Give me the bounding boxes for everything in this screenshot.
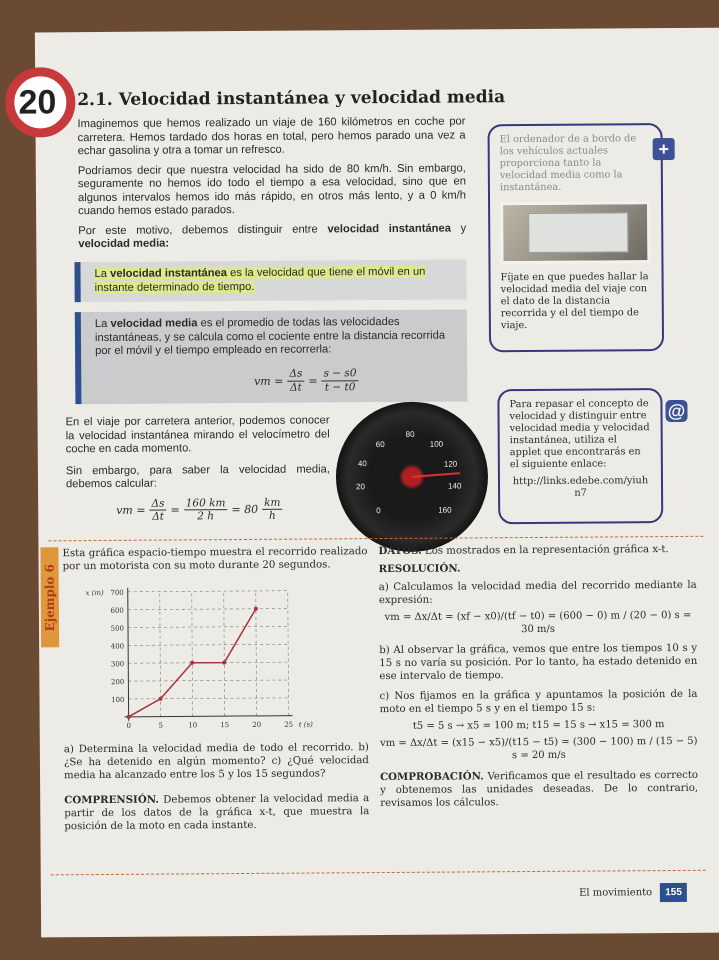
x-axis-label: t (s) [298, 720, 313, 729]
resolution-b: b) Al observar la gráfica, vemos que entre los tiempos 10 s y 15 s no varía su posición. Por lo tanto, ha estado detenido en ese intervalo de tiempo. [379, 642, 698, 683]
datos-text: DATOS. Los mostrados en la representación gráfica x-t. [378, 544, 669, 558]
at-icon: @ [665, 400, 687, 422]
y-tick-label: 500 [110, 624, 125, 633]
onboard-computer-photo [500, 201, 650, 264]
x-tick-label: 0 [126, 721, 131, 730]
applet-link[interactable]: http://links.edebe.com/yiuhn7 [512, 475, 649, 499]
data-point [127, 715, 131, 719]
page-number: 155 [660, 883, 687, 902]
x-tick-label: 5 [158, 721, 163, 730]
y-tick-label: 400 [110, 642, 125, 651]
example-intro: Esta gráfica espacio-tiempo muestra el recorrido realizado por un motorista con su moto durante 20 segundos. [62, 546, 368, 573]
resolucion-label: RESOLUCIÓN. [378, 562, 461, 576]
example-question: a) Determina la velocidad media de todo el recorrido. b) ¿Se ha detenido en algún momento? c) ¿Qué velocidad media ha alcanzado entre los 5 y los 15 segundos? [63, 742, 369, 782]
data-point [190, 661, 194, 665]
grid-line-h [128, 609, 288, 610]
page-footer [579, 883, 687, 903]
resolution-a: a) Calculamos la velocidad media del recorrido mediante la expresión: [378, 579, 697, 607]
grid-line-h [128, 680, 288, 681]
speedometer-needle [412, 472, 460, 478]
intro-text [77, 115, 466, 251]
definition-average: La velocidad media es el promedio de todas las velocidades instantáneas, y se calcula como el cociente entre la distancia recorrida por el móvil y el tiempo empleado en recorrerla: vm = $\frac{\Delta s}{\Delta t}$ = $\frac{s - s0}{t - t0}$ [75, 309, 468, 404]
resolution-c-equation-2: vm = Δx/Δt = (x15 − x5)/(t15 − t5) = (300 − 100) m / (15 − 5) s = 20 m/s [380, 735, 698, 762]
y-tick-label: 600 [110, 606, 124, 615]
y-tick-label: 300 [110, 660, 125, 669]
trip-average-formula: vm = $\frac{\Delta s}{\Delta t}$ = $\frac{160 km}{2 h}$ = 80 $\frac{km}{h}$ [116, 496, 282, 522]
x-tick-label: 20 [252, 720, 262, 729]
aside-applet-text: Para repasar el concepto de velocidad y distinguir entre velocidad media y velocidad instantánea, utiliza el applet que encontrarás en el siguiente enlace: [509, 398, 650, 471]
speedometer-paragraph-1: En el viaje por carretera anterior, podemos conocer la velocidad instantánea mirando el velocímetro del coche en cada momento. [65, 414, 330, 456]
aside-bottom-text: Fíjate en que puedes hallar la velocidad media del viaje con el dato de la distancia recorrida y el del tiempo de viaje. [500, 271, 649, 332]
textbook-page [18, 28, 719, 938]
aside-top-text: El ordenador de a bordo de los vehículos actuales proporciona tanto la velocidad media como la instantánea. [499, 133, 637, 194]
grid-line-h [128, 644, 288, 645]
data-point [254, 607, 258, 611]
grid-line-v [224, 591, 225, 716]
intro-paragraph-3: Por este motivo, debemos distinguir entre velocidad instantánea y velocidad media: [78, 221, 467, 251]
comprobacion-text: COMPROBACIÓN. Verificamos que el resultado es correcto y obtenemos las unidades deseadas. De lo contrario, revisamos los cálculos. [380, 769, 699, 810]
y-tick-label: 700 [110, 588, 124, 597]
section-title: 2.1. Velocidad instantánea y velocidad media [77, 87, 506, 111]
speedometer-image: 20 40 60 80 100 120 140 160 0 [335, 401, 488, 552]
speedometer-paragraph-2: Sin embargo, para saber la velocidad media, debemos calcular: [65, 462, 330, 491]
average-velocity-formula: vm = $\frac{\Delta s}{\Delta t}$ = $\frac{s - s0}{t - t0}$ [254, 367, 359, 396]
aside-onboard-computer [488, 123, 665, 352]
example-right-column [378, 543, 698, 810]
grid-line-v [288, 591, 289, 716]
position-time-chart [73, 575, 334, 737]
definition-instantaneous: La velocidad instantánea es la velocidad que tiene el móvil en un instante determinado de tiempo. [74, 259, 466, 302]
resolution-c: c) Nos fijamos en la gráfica y apuntamos la posición de la moto en el tiempo 5 s y en el tiempo 15 s: [379, 688, 698, 716]
comprension-text: COMPRENSIÓN. Debemos obtener la velocidad media a partir de los datos de la gráfica x-t, que muestra la posición de la moto en cada instante. [64, 793, 370, 833]
speedometer-text [66, 414, 331, 522]
example-left-column [62, 545, 369, 833]
intro-paragraph-2: Podríamos decir que nuestra velocidad ha sido de 80 km/h. Sin embargo, seguramente no hemos ido todo el tiempo a esa velocidad, sino que en algunos intervalos hemos ido más rápido, en otros más lento, y a 0 km/h cuando hemos estado parados. [77, 161, 467, 218]
resolution-a-equation: vm = Δx/Δt = (xf − x0)/(tf − t0) = (600 − 0) m / (20 − 0) s = 30 m/s [384, 609, 692, 636]
aside-applet-link [497, 388, 663, 524]
data-point [222, 661, 226, 665]
x-tick-label: 25 [284, 720, 294, 729]
x-axis [125, 716, 293, 717]
x-tick-label: 15 [220, 721, 230, 730]
y-tick-label: 100 [111, 695, 125, 705]
resolution-c-equation-1: t5 = 5 s → x5 = 100 m; t15 = 15 s → x15 = 300 m [412, 719, 665, 732]
grid-line-h [129, 698, 289, 699]
footer-section: El movimiento [579, 887, 653, 899]
x-tick-label: 10 [188, 721, 198, 730]
grid-line-h [128, 591, 288, 592]
y-tick-label: 200 [110, 678, 125, 687]
plus-icon: + [653, 138, 675, 160]
grid-line-v [192, 591, 193, 716]
grid-line-h [128, 626, 288, 627]
intro-paragraph-1: Imaginemos que hemos realizado un viaje de 160 kilómetros en coche por carretera. Hemos tardado dos horas en total, pero hemos parado una vez a echar gasolina y otra a tomar un refresco. [77, 115, 466, 158]
data-point [158, 697, 162, 701]
y-axis [128, 588, 129, 721]
example-tab: Ejemplo 6 [40, 547, 59, 647]
y-axis-label: x (m) [85, 588, 104, 598]
chapter-number-badge: 20 [5, 67, 75, 137]
